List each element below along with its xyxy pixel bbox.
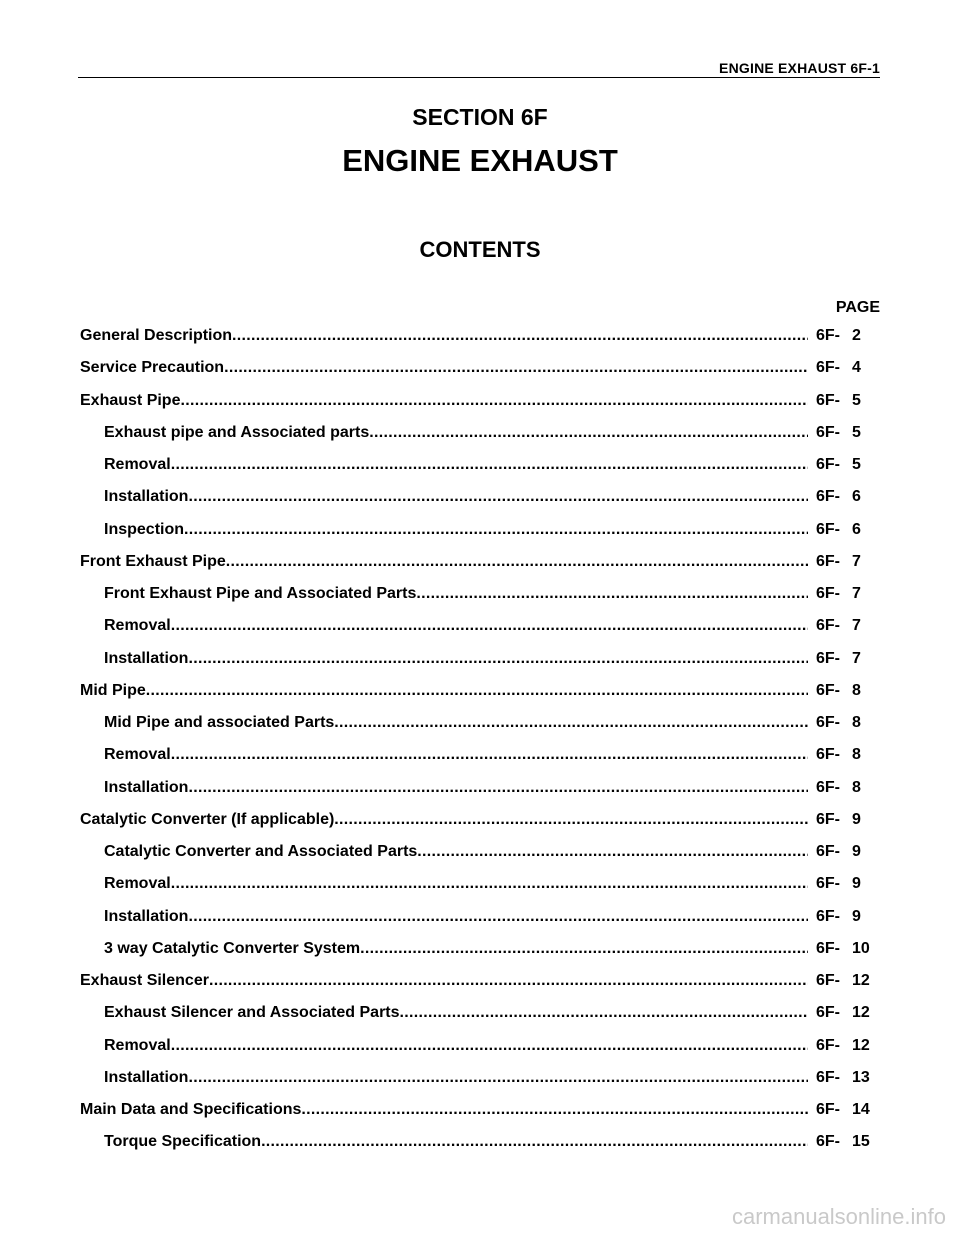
toc-leader-dots — [188, 650, 808, 668]
toc-entry-label: Removal — [104, 875, 171, 893]
toc-entry[interactable] — [80, 779, 880, 811]
toc-entry-label: Torque Specification — [104, 1133, 262, 1151]
toc-page-prefix: 6F- — [816, 456, 840, 473]
toc-page-prefix: 6F- — [816, 359, 840, 377]
toc-page-prefix: 6F- — [816, 907, 840, 925]
toc-leader-dots — [417, 843, 808, 861]
toc-page-number: 5 — [852, 391, 861, 409]
toc-page-number: 8 — [852, 714, 861, 731]
toc-entry-page — [816, 875, 880, 893]
toc-entry-label: Removal — [104, 617, 171, 635]
toc-entry[interactable] — [80, 424, 880, 456]
toc-entry-label: Exhaust pipe and Associated parts — [104, 423, 370, 441]
toc-entry-page — [816, 585, 880, 603]
toc-entry[interactable] — [80, 1101, 880, 1133]
toc-entry-label: Catalytic Converter and Associated Parts — [104, 843, 418, 860]
toc-entry-label: Exhaust Pipe — [80, 391, 181, 409]
toc-entry-label: Installation — [104, 649, 189, 667]
toc-entry-page — [816, 359, 880, 377]
table-of-contents — [80, 327, 880, 1166]
toc-leader-dots — [188, 488, 808, 506]
toc-page-prefix: 6F- — [816, 649, 840, 667]
contents-heading: CONTENTS — [419, 237, 541, 262]
toc-entry-page — [816, 617, 880, 635]
toc-entry-label: Installation — [104, 778, 189, 796]
toc-entry[interactable] — [80, 327, 880, 359]
toc-page-prefix: 6F- — [816, 1101, 840, 1118]
toc-page-number: 2 — [852, 327, 861, 344]
toc-leader-dots — [369, 424, 808, 442]
toc-entry[interactable] — [80, 392, 880, 424]
toc-entry-page — [816, 908, 880, 926]
toc-page-prefix: 6F- — [816, 843, 840, 860]
toc-leader-dots — [209, 972, 808, 990]
toc-page-prefix: 6F- — [816, 939, 840, 957]
watermark: carmanualsonline.info — [731, 1204, 946, 1229]
toc-entry-page — [816, 811, 880, 829]
toc-entry[interactable] — [80, 488, 880, 520]
toc-page-number: 12 — [852, 1036, 870, 1054]
toc-entry-label: Installation — [104, 1068, 189, 1086]
toc-page-prefix: 6F- — [816, 778, 840, 796]
toc-entry-label: Mid Pipe and associated Parts — [104, 714, 335, 731]
toc-page-number: 9 — [852, 843, 861, 860]
toc-page-prefix: 6F- — [816, 714, 840, 731]
toc-page-prefix: 6F- — [816, 488, 840, 506]
toc-page-number: 6 — [852, 520, 861, 538]
toc-entry-page — [816, 1069, 880, 1087]
toc-entry[interactable] — [80, 843, 880, 875]
toc-entry-label: Service Precaution — [80, 359, 225, 377]
toc-entry[interactable] — [80, 714, 880, 746]
toc-entry-label: Mid Pipe — [80, 681, 146, 699]
toc-page-number: 10 — [852, 939, 870, 957]
section-label: SECTION 6F — [412, 104, 548, 130]
toc-page-number: 9 — [852, 907, 861, 925]
toc-leader-dots — [226, 553, 808, 571]
toc-leader-dots — [416, 585, 808, 603]
toc-page-number: 9 — [852, 810, 861, 828]
toc-page-number: 7 — [852, 552, 861, 570]
toc-page-number: 15 — [852, 1133, 870, 1151]
toc-leader-dots — [171, 456, 808, 474]
toc-leader-dots — [171, 746, 808, 764]
toc-entry[interactable] — [80, 746, 880, 778]
toc-entry[interactable] — [80, 553, 880, 585]
toc-entry[interactable] — [80, 1133, 880, 1165]
toc-entry-label: Catalytic Converter (If applicable) — [80, 810, 335, 828]
toc-entry-label: General Description — [80, 327, 233, 344]
page-column-label: PAGE — [835, 299, 880, 316]
toc-entry-page — [816, 1004, 880, 1022]
toc-leader-dots — [400, 1004, 808, 1022]
toc-page-number: 12 — [852, 1004, 870, 1022]
toc-entry-label: Removal — [104, 456, 171, 473]
toc-page-number: 5 — [852, 423, 861, 441]
toc-entry-page — [816, 779, 880, 797]
toc-page-prefix: 6F- — [816, 1004, 840, 1022]
toc-entry[interactable] — [80, 940, 880, 972]
toc-leader-dots — [180, 392, 808, 410]
toc-page-prefix: 6F- — [816, 552, 840, 570]
toc-entry-label: Exhaust Silencer — [80, 972, 209, 989]
toc-page-prefix: 6F- — [816, 423, 840, 441]
toc-page-prefix: 6F- — [816, 875, 840, 893]
toc-page-number: 8 — [852, 746, 861, 764]
toc-entry-label: Installation — [104, 488, 189, 506]
toc-leader-dots — [360, 940, 808, 958]
toc-entry[interactable] — [80, 585, 880, 617]
toc-page-number: 12 — [852, 972, 870, 989]
toc-entry-label: Exhaust Silencer and Associated Parts — [104, 1004, 400, 1022]
toc-entry-label: Front Exhaust Pipe and Associated Parts — [104, 585, 417, 602]
toc-page-number: 7 — [852, 617, 861, 635]
toc-entry-label: Removal — [104, 1036, 171, 1054]
toc-entry-page — [816, 1133, 880, 1151]
toc-page-number: 7 — [852, 649, 861, 667]
toc-page-prefix: 6F- — [816, 746, 840, 764]
toc-entry-page — [816, 843, 880, 861]
toc-entry-page — [816, 972, 880, 990]
toc-leader-dots — [171, 875, 808, 893]
toc-entry-page — [816, 521, 880, 539]
toc-page-number: 6 — [852, 488, 861, 506]
toc-page-prefix: 6F- — [816, 1036, 840, 1054]
toc-page-number: 8 — [852, 778, 861, 796]
toc-page-number: 13 — [852, 1068, 870, 1086]
toc-page-number: 9 — [852, 875, 861, 893]
toc-entry-page — [816, 682, 880, 700]
toc-page-prefix: 6F- — [816, 617, 840, 635]
toc-leader-dots — [188, 1069, 808, 1087]
toc-leader-dots — [334, 811, 808, 829]
toc-leader-dots — [232, 327, 808, 345]
toc-entry[interactable] — [80, 456, 880, 488]
toc-entry[interactable] — [80, 908, 880, 940]
toc-leader-dots — [188, 779, 808, 797]
toc-entry-label: Installation — [104, 907, 189, 925]
toc-entry-page — [816, 650, 880, 668]
toc-entry-page — [816, 1101, 880, 1119]
toc-page-number: 8 — [852, 681, 861, 699]
toc-page-number: 14 — [852, 1101, 870, 1118]
toc-entry[interactable] — [80, 521, 880, 553]
toc-page-number: 4 — [852, 359, 861, 377]
toc-entry-label: 3 way Catalytic Converter System — [104, 939, 361, 957]
toc-leader-dots — [188, 908, 808, 926]
toc-leader-dots — [224, 359, 808, 377]
toc-entry[interactable] — [80, 617, 880, 649]
toc-entry-page — [816, 746, 880, 764]
toc-leader-dots — [184, 521, 808, 539]
toc-entry-label: Inspection — [104, 520, 185, 538]
toc-page-number: 5 — [852, 456, 861, 473]
toc-entry-page — [816, 327, 880, 345]
header-rule — [78, 77, 880, 78]
toc-leader-dots — [146, 682, 808, 700]
toc-leader-dots — [334, 714, 808, 732]
toc-leader-dots — [261, 1133, 808, 1151]
toc-entry-page — [816, 392, 880, 410]
toc-page-prefix: 6F- — [816, 520, 840, 538]
toc-entry[interactable] — [80, 1037, 880, 1069]
toc-entry[interactable] — [80, 972, 880, 1004]
toc-page-prefix: 6F- — [816, 972, 840, 989]
toc-page-number: 7 — [852, 585, 861, 602]
toc-entry-label: Removal — [104, 746, 171, 764]
toc-leader-dots — [171, 617, 808, 635]
running-header: ENGINE EXHAUST 6F-1 — [719, 60, 880, 76]
page-title: ENGINE EXHAUST — [342, 143, 618, 178]
toc-entry[interactable] — [80, 1004, 880, 1036]
toc-page-prefix: 6F- — [816, 1133, 840, 1151]
toc-entry-label: Main Data and Specifications — [80, 1101, 302, 1118]
toc-page-prefix: 6F- — [816, 681, 840, 699]
toc-entry[interactable] — [80, 875, 880, 907]
toc-entry[interactable] — [80, 1069, 880, 1101]
toc-entry[interactable] — [80, 359, 880, 391]
toc-entry-label: Front Exhaust Pipe — [80, 552, 226, 570]
toc-leader-dots — [301, 1101, 808, 1119]
toc-page-prefix: 6F- — [816, 1068, 840, 1086]
toc-page-prefix: 6F- — [816, 810, 840, 828]
toc-entry-page — [816, 488, 880, 506]
toc-entry-page — [816, 940, 880, 958]
toc-entry-page — [816, 553, 880, 571]
toc-entry-page — [816, 1037, 880, 1055]
toc-page-prefix: 6F- — [816, 391, 840, 409]
toc-entry[interactable] — [80, 682, 880, 714]
toc-leader-dots — [171, 1037, 808, 1055]
toc-entry[interactable] — [80, 811, 880, 843]
toc-page-prefix: 6F- — [816, 327, 840, 344]
toc-entry-page — [816, 424, 880, 442]
toc-entry[interactable] — [80, 650, 880, 682]
toc-entry-page — [816, 714, 880, 732]
toc-entry-page — [816, 456, 880, 474]
toc-page-prefix: 6F- — [816, 585, 840, 602]
